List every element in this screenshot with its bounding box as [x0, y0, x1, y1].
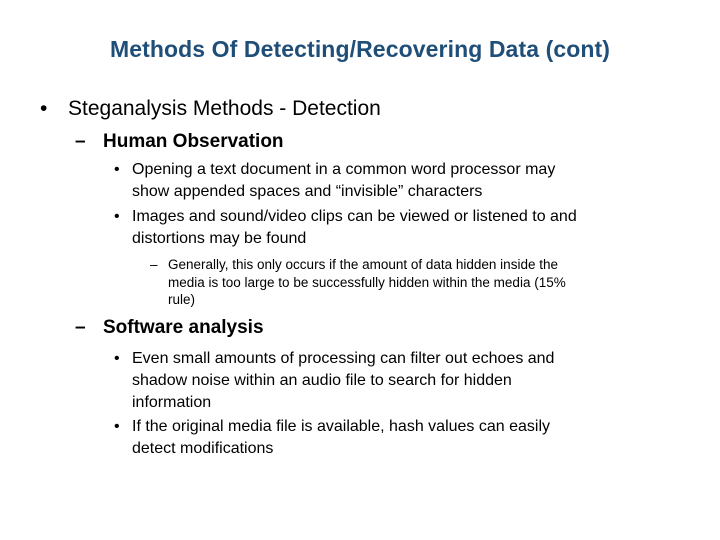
list-item	[114, 206, 594, 250]
dash-icon: –	[150, 257, 158, 272]
list-item	[114, 159, 594, 203]
section-label: Software analysis	[103, 317, 264, 338]
slide-title: Methods Of Detecting/Recovering Data (cont)	[109, 36, 611, 62]
list-item	[114, 348, 584, 414]
bullet-icon: •	[114, 208, 120, 225]
bullet-icon: •	[114, 418, 120, 435]
point-text: Opening a text document in a common word processor may show appended spaces and “invisible” characters	[132, 161, 556, 200]
main-bullet	[40, 96, 680, 122]
list-item	[114, 416, 584, 460]
bullet-icon: •	[114, 350, 120, 367]
point-text: If the original media file is available, hash values can easily detect modifications	[132, 418, 551, 457]
point-text: Even small amounts of processing can filter out echoes and shadow noise within an audio file to search for hidden information	[132, 350, 555, 411]
dash-icon: –	[75, 317, 86, 338]
section-label: Human Observation	[103, 131, 284, 152]
bullet-icon: •	[114, 161, 120, 178]
subpoint-text: Generally, this only occurs if the amount of data hidden inside the media is too large to be successfully hidden within the media (15% rule)	[168, 257, 566, 307]
sub-list-item	[150, 256, 570, 309]
section-human-observation	[75, 130, 675, 154]
dash-icon: –	[75, 131, 86, 152]
point-text: Images and sound/video clips can be viewed or listened to and distortions may be found	[132, 208, 577, 247]
bullet-icon: •	[40, 97, 48, 120]
main-heading: Steganalysis Methods - Detection	[68, 97, 381, 120]
section-software-analysis	[75, 316, 675, 340]
